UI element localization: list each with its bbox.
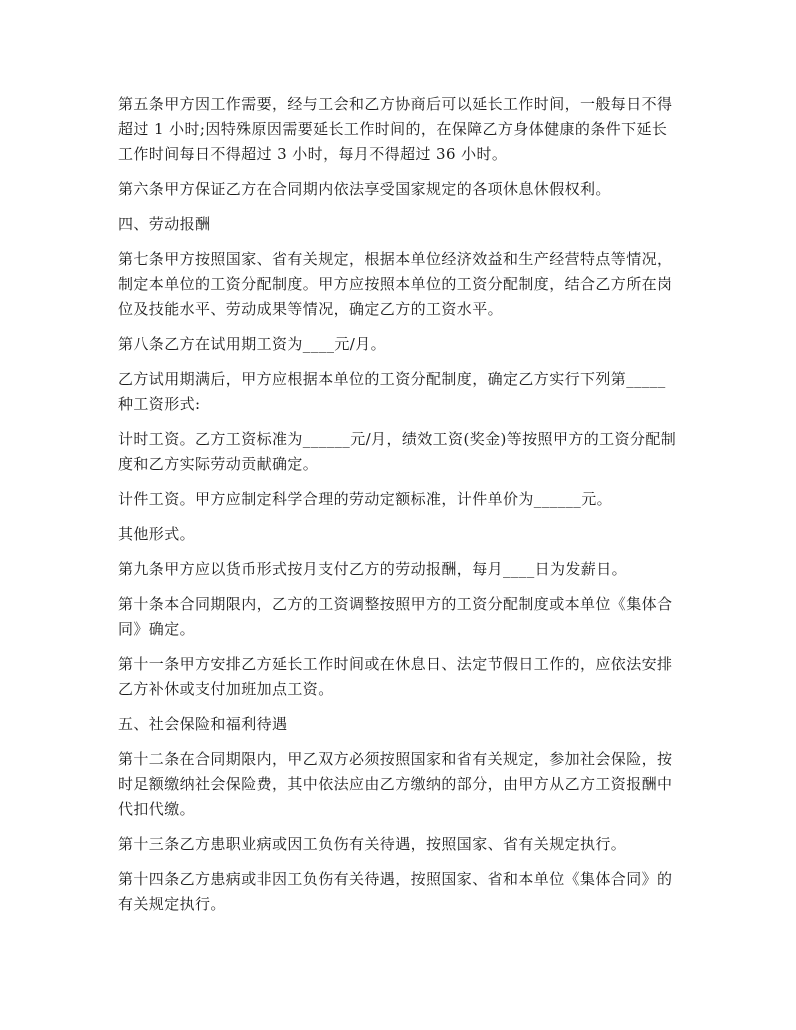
article-8: 第八条乙方在试用期工资为____元/月。 <box>118 335 387 353</box>
article-13: 第十三条乙方患职业病或因工负伤有关待遇，按照国家、省有关规定执行。 <box>118 835 627 853</box>
article-14: 第十四条乙方患病或非因工负伤有关待遇，按照国家、省和本单位《集体合同》的有关规定执行。 <box>118 870 673 913</box>
section-heading-remuneration: 四、劳动报酬 <box>118 215 211 233</box>
wage-form-selection: 乙方试用期满后，甲方应根据本单位的工资分配制度，确定乙方实行下列第_____种工资形式: <box>118 370 666 413</box>
article-11: 第十一条甲方安排乙方延长工作时间或在休息日、法定节假日工作的，应依法安排乙方补休或支付加班加点工资。 <box>118 655 673 698</box>
article-5: 第五条甲方因工作需要，经与工会和乙方协商后可以延长工作时间，一般每日不得超过 1 小时;因特殊原因需要延长工作时间的，在保障乙方身体健康的条件下延长工作时间每日不得超过 3 小时，每月不得超过 36 小时。 <box>118 95 673 163</box>
piece-rate-wage: 计件工资。甲方应制定科学合理的劳动定额标准，计件单价为______元。 <box>118 490 613 508</box>
article-6: 第六条甲方保证乙方在合同期内依法享受国家规定的各项休息休假权利。 <box>118 180 611 198</box>
other-wage-forms: 其他形式。 <box>118 525 196 543</box>
time-based-wage: 计时工资。乙方工资标准为______元/月，绩效工资(奖金)等按照甲方的工资分配制度和乙方实际劳动贡献确定。 <box>118 430 677 473</box>
article-12: 第十二条在合同期限内，甲乙双方必须按照国家和省有关规定，参加社会保险，按时足额缴纳社会保险费，其中依法应由乙方缴纳的部分，由甲方从乙方工资报酬中代扣代缴。 <box>118 750 673 818</box>
article-7: 第七条甲方按照国家、省有关规定，根据本单位经济效益和生产经营特点等情况，制定本单位的工资分配制度。甲方应按照本单位的工资分配制度，结合乙方所在岗位及技能水平、劳动成果等情况，确定乙方的工资水平。 <box>118 250 673 318</box>
section-heading-social-insurance: 五、社会保险和福利待遇 <box>118 715 288 733</box>
document-page <box>118 92 678 927</box>
article-10: 第十条本合同期限内，乙方的工资调整按照甲方的工资分配制度或本单位《集体合同》确定。 <box>118 595 673 638</box>
article-9: 第九条甲方应以货币形式按月支付乙方的劳动报酬，每月____日为发薪日。 <box>118 560 628 578</box>
